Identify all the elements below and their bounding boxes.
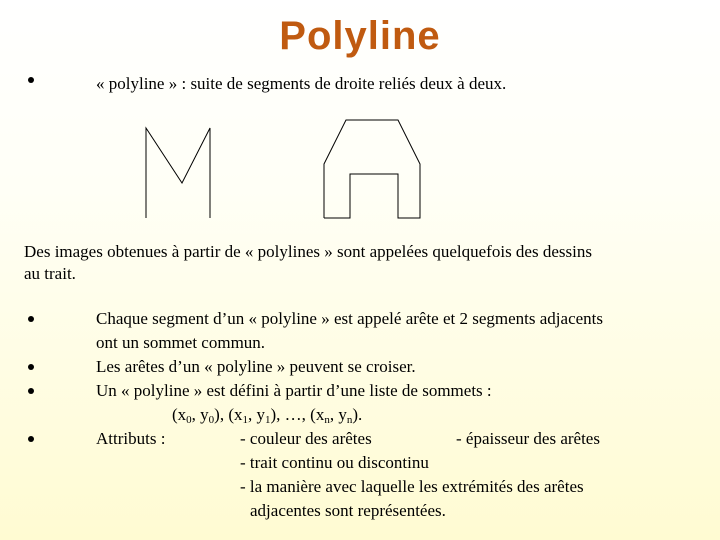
paragraph-line-2: au trait. [24, 264, 76, 283]
bullet-1 [28, 316, 34, 322]
bullet-1-line-2: ont un sommet commun. [96, 333, 266, 352]
attributes-label: Attributs : [96, 429, 166, 448]
bullet-1-line-1: Chaque segment d’un « polyline » est appelé arête et 2 segments adjacents [96, 309, 604, 328]
attribute-joins-line-2: adjacentes sont représentées. [250, 501, 446, 520]
attribute-line-style: - trait continu ou discontinu [240, 453, 429, 472]
bullet-3 [28, 388, 34, 394]
intro-text: « polyline » : suite de segments de droite reliés deux à deux. [96, 74, 507, 93]
slide-title: Polyline [279, 14, 441, 58]
attribute-joins-line-1: - la manière avec laquelle les extrémités des arêtes [240, 477, 584, 496]
polyline-m-shape [146, 128, 210, 218]
attribute-thickness: - épaisseur des arêtes [456, 429, 600, 448]
bullet-3-text: Un « polyline » est défini à partir d’une liste de sommets : [96, 381, 492, 400]
bullet-4 [28, 436, 34, 442]
paragraph-line-1: Des images obtenues à partir de « polylines » sont appelées quelquefois des dessins [24, 242, 592, 261]
polyline-house-shape [324, 120, 420, 218]
bullet-2 [28, 364, 34, 370]
bullet-2-text: Les arêtes d’un « polyline » peuvent se croiser. [96, 357, 416, 376]
attribute-color: - couleur des arêtes [240, 429, 372, 448]
vertex-list-formula: ($x_0$, $y_0$), ($x_1$, $y_1$), …, ($x_n$, $y_n$). [172, 405, 363, 426]
